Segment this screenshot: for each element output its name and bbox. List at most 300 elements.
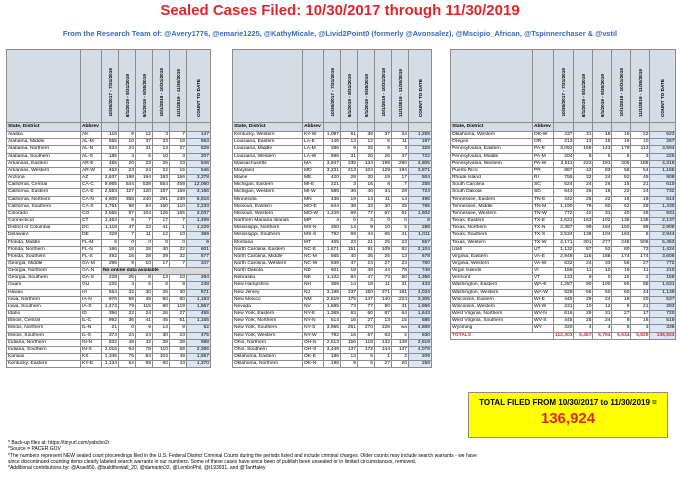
district-abbrev: IL-N [81,325,102,332]
period-count: 11 [574,268,593,275]
district-abbrev: LA-W [303,153,324,160]
period-count: 27 [170,311,187,318]
district-name: New York, Western [233,332,303,339]
period-count: 11 [375,282,392,289]
count-to-date: 610 [650,182,676,189]
period-count: 52 [593,246,612,253]
period-count: 0 [119,325,136,332]
period-count: 33 [153,139,170,146]
count-to-date: 930 [409,332,432,339]
table-row [451,318,676,325]
district-abbrev: LA-M [303,146,324,153]
table-row [7,275,211,282]
period-count: 49 [170,354,187,361]
district-name: Maine [233,175,303,182]
period-count: 27 [375,361,392,368]
period-count: 58 [612,167,631,174]
period-count: 75 [119,354,136,361]
count-to-date: 1,424 [650,246,676,253]
col-header-blank [187,123,211,132]
period-count: 23 [341,239,358,246]
period-count: 9 [119,260,136,267]
period-count: 24 [358,260,375,267]
period-count: 555 [102,139,119,146]
period-count: 16 [358,182,375,189]
period-count: 8 [574,153,593,160]
district-abbrev: MS-S [303,232,324,239]
period-count: 24 [593,175,612,182]
count-to-date: 248 [187,282,211,289]
count-to-date: 209 [409,354,432,361]
table-row [451,246,676,253]
period-count: 3 [153,132,170,139]
period-count: 1,134 [102,361,119,368]
period-count: 1,102 [324,275,341,282]
period-count: 616 [554,311,574,318]
table-row [233,332,432,339]
period-count: 73 [375,275,392,282]
count-to-date: 284 [187,275,211,282]
district-abbrev: DE [81,232,102,239]
district-name: California, Central [7,182,81,189]
col-header-blank [409,123,432,132]
table-row [451,167,676,174]
period-count: 159 [554,268,574,275]
count-to-date: 577 [187,253,211,260]
district-name: Virginia, Western [451,260,533,267]
district-abbrev: GA-S [81,275,102,282]
period-count: 90 [574,282,593,289]
totals-period: 6,467 [574,332,593,339]
period-count: 25 [375,239,392,246]
district-abbrev: FL-N [81,246,102,253]
count-to-date: 6 [187,239,211,246]
total-filed-value: 136,924 [540,410,596,427]
district-name: Washington, Western [451,289,533,296]
period-count: 29 [574,296,593,303]
period-count: 174 [612,253,631,260]
table-row [7,289,211,296]
period-count: 10 [136,260,153,267]
period-count: 3,449 [324,346,341,353]
district-abbrev: CA-C [81,182,102,189]
table-row [451,232,676,239]
period-count: 0 [119,239,136,246]
col-header-blank [451,50,533,123]
period-count: 143 [593,146,612,153]
period-count: 2,534 [554,232,574,239]
district-abbrev: OK-E [303,354,324,361]
district-abbrev: OK-N [303,361,324,368]
col-header-period-label: 9/1/2019 - 9/30/2019 [599,73,605,117]
period-count: 2,016 [102,346,119,353]
col-header-blank [533,50,554,123]
period-count: 4 [574,325,593,332]
period-count: 155 [170,210,187,217]
table-row [233,282,432,289]
period-count: 17 [153,260,170,267]
district-name: New Jersey [233,289,303,296]
period-count: 25 [392,203,409,210]
count-to-date: 724 [409,189,432,196]
period-count: 271 [375,289,392,296]
table-row [451,139,676,146]
period-count: 32 [119,289,136,296]
district-name: Louisiana, Middle [233,146,303,153]
col-header-blank [81,50,102,123]
period-count: 22 [631,132,650,139]
period-count: 69 [341,210,358,217]
period-count: 149 [392,339,409,346]
district-name: Kentucky, Western [233,132,303,139]
district-abbrev: AR-W [81,167,102,174]
count-to-date: 5,453 [650,239,676,246]
table-row [233,167,432,174]
district-abbrev: ID [81,311,102,318]
district-abbrev: NM [303,296,324,303]
period-count: 644 [554,189,574,196]
period-count: 28 [341,175,358,182]
district-name: South Dakota [451,189,533,196]
table-row [451,268,676,275]
count-to-date: 760 [409,260,432,267]
district-name: Louisiana, Eastern [233,139,303,146]
period-count: 7 [392,182,409,189]
col-header-period [324,50,341,123]
period-count: 110 [170,203,187,210]
period-count: 41 [392,303,409,310]
district-name: Mississippi, Northern [233,225,303,232]
district-name: Wyoming [451,325,533,332]
count-to-date: 546 [187,167,211,174]
period-count: 598 [324,153,341,160]
period-count: 465 [324,239,341,246]
col-header-period [119,50,136,123]
period-count: 420 [324,175,341,182]
period-count: 25 [574,318,593,325]
district-abbrev: WI-E [533,296,554,303]
period-count: 4 [593,325,612,332]
district-name: Arizona [7,175,81,182]
period-count: 3,511 [554,160,574,167]
district-name: Wisconsin, Eastern [451,296,533,303]
period-count: 228 [102,275,119,282]
period-count: 27 [631,260,650,267]
col-header-blank [358,123,375,132]
district-name: Kansas [7,354,81,361]
table-row [7,146,211,153]
period-count: 976 [102,296,119,303]
period-count: 16 [612,196,631,203]
col-header-blank [631,123,650,132]
period-count: 34 [375,189,392,196]
table-row [451,218,676,225]
period-count: 1,132 [554,246,574,253]
period-count: 237 [341,289,358,296]
col-header-blank [341,123,358,132]
period-count: 782 [324,332,341,339]
count-to-date: 988 [187,339,211,346]
district-abbrev: NY-E [303,311,324,318]
district-abbrev: ME [303,175,324,182]
period-count: 199 [375,160,392,167]
period-count: 43 [170,361,187,368]
period-count: 5 [612,325,631,332]
table-row [7,332,211,339]
period-count: 104 [153,354,170,361]
count-to-date: 504 [409,175,432,182]
period-count: 60 [612,289,631,296]
period-count: 5 [631,232,650,239]
district-abbrev: AR-E [81,160,102,167]
period-count: 5 [375,139,392,146]
col-header-period-label: 11/1/2019 - 11/30/2019 [637,68,643,117]
period-count: 35 [358,253,375,260]
totals-row [451,332,676,339]
col-header-blank [593,123,612,132]
period-count: 534 [102,146,119,153]
count-to-date: 475 [187,332,211,339]
district-abbrev: CA-S [81,203,102,210]
period-count: 19 [631,196,650,203]
table-row [233,318,432,325]
district-abbrev: KY-E [81,361,102,368]
table-row [233,139,432,146]
col-header-blank [554,123,574,132]
period-count: 13 [341,354,358,361]
district-abbrev: KS [81,354,102,361]
period-count: 772 [554,210,574,217]
period-count: 89 [631,282,650,289]
district-name: Missouri, Western [233,210,303,217]
period-count: 22 [593,196,612,203]
col-header-district: State, District [233,123,303,132]
col-header-period [593,50,612,123]
col-header-blank [233,50,303,123]
footnote: *Additional contributions by: @Araeli50, @buildthewall_20, @damartin32, @LemboPhil, @t193931, and @TanHaley [8,465,266,472]
period-count: 24 [119,146,136,153]
col-header-count-label: COUNT TO DATE [660,78,666,117]
district-name: California, Eastern [7,189,81,196]
col-header-period [102,50,119,123]
period-count: 56 [574,289,593,296]
totals-period: 112,303 [555,332,573,338]
period-count: 98 [119,203,136,210]
period-count: 40 [358,189,375,196]
period-count: 23 [170,332,187,339]
period-count: 174 [631,253,650,260]
district-name: Iowa, Southern [7,303,81,310]
period-count: 8 [136,275,153,282]
table-row [233,132,432,139]
count-to-date: 328 [409,146,432,153]
district-abbrev: GA-N [81,268,102,275]
district-name: New York, Northern [233,318,303,325]
period-count: 14 [392,196,409,203]
period-count: 46 [631,210,650,217]
district-abbrev: AL-N [81,146,102,153]
district-abbrev: HI [81,289,102,296]
count-to-date: 3,305 [409,296,432,303]
count-to-date: 5,816 [187,196,211,203]
period-count: 137 [341,346,358,353]
period-count: 73 [631,246,650,253]
period-count: 31 [392,282,409,289]
table-row [7,210,211,217]
col-header-period-label: 10/30/2017 - 7/31/2019 [561,68,567,117]
period-count: 5 [612,153,631,160]
period-count: 222 [574,160,593,167]
district-name: Alabama, Northern [7,146,81,153]
period-count: 146 [324,139,341,146]
col-header-period-label: 9/1/2019 - 9/30/2019 [141,73,147,117]
col-header-period-label: 8/1/2019 - 8/31/2019 [580,73,586,117]
period-count: 179 [612,146,631,153]
period-count: 10 [153,153,170,160]
count-to-date: 514 [650,196,676,203]
period-count: 15 [612,132,631,139]
district-name: Texas, Eastern [451,218,533,225]
count-to-date: 210 [650,268,676,275]
count-to-date: 3,606 [650,253,676,260]
period-count: 186 [631,160,650,167]
col-header-period [375,50,392,123]
period-count: 21 [102,325,119,332]
table-row [7,361,211,368]
period-count: 80 [593,203,612,210]
period-count: 79 [119,303,136,310]
count-to-date: 1,430 [650,203,676,210]
period-count: 138 [574,232,593,239]
period-count: 24 [136,311,153,318]
period-count: 11 [631,268,650,275]
count-to-date: 187 [409,139,432,146]
district-abbrev: ND [303,268,324,275]
table-row [233,325,432,332]
table-row [233,210,432,217]
period-count: 48 [119,339,136,346]
district-name: Tennessee, Eastern [451,196,533,203]
period-count: 1,623 [554,218,574,225]
district-abbrev: WV-S [533,318,554,325]
district-abbrev: NY-N [303,318,324,325]
district-abbrev: UT [533,246,554,253]
period-count: 213 [554,139,574,146]
period-count: 47 [119,225,136,232]
district-name: Virginia, Eastern [451,253,533,260]
district-abbrev: MO-W [303,210,324,217]
district-name: Indiana, Northern [7,339,81,346]
count-to-date: 1,631 [650,282,676,289]
district-abbrev: NY-S [303,325,324,332]
period-count: 118 [358,339,375,346]
period-count: 221 [324,182,341,189]
period-count: 52 [612,203,631,210]
count-to-date: 2,233 [187,203,211,210]
count-to-date: 4,316 [650,160,676,167]
district-name: Oregon [451,139,533,146]
period-count: 25 [358,146,375,153]
period-count: 7 [136,218,153,225]
period-count: 67 [375,210,392,217]
district-name: North Carolina, Western [233,260,303,267]
period-count: 188 [593,253,612,260]
period-count: 27 [170,146,187,153]
period-count: 50 [392,275,409,282]
period-count: 20 [631,296,650,303]
count-to-date: 267 [650,139,676,146]
table-row [451,153,676,160]
period-count: 462 [102,167,119,174]
col-header-blank [136,123,153,132]
period-count: 1 [375,354,392,361]
district-abbrev: MO-E [303,203,324,210]
count-to-date: 2,918 [409,339,432,346]
district-abbrev: PA-W [533,160,554,167]
period-count: 30 [375,203,392,210]
district-abbrev: MP [303,218,324,225]
period-count: 5 [119,218,136,225]
district-abbrev: OR [533,139,554,146]
count-to-date: 3,037 [187,210,211,217]
period-count: 240 [136,196,153,203]
table-row [451,146,676,153]
district-abbrev: MS-N [303,225,324,232]
page-title: Sealed Cases Filed: 10/30/2017 through 11/30/2019 [160,2,520,19]
district-abbrev: AL-M [81,139,102,146]
period-count: 181 [392,289,409,296]
period-count: 5 [136,282,153,289]
period-count: 80 [612,246,631,253]
period-count: 0 [341,218,358,225]
count-to-date: 1,502 [409,210,432,217]
table-row [451,225,676,232]
count-to-date: 3,166 [187,189,211,196]
period-count: 89 [631,225,650,232]
period-count: 65 [375,232,392,239]
table-row [7,189,211,196]
count-to-date: 3,694 [650,146,676,153]
period-count: 19 [341,196,358,203]
count-to-date: 557 [409,239,432,246]
period-count: 24 [593,296,612,303]
table-row [451,175,676,182]
district-name: Hawaii [7,289,81,296]
count-to-date: 288 [409,225,432,232]
period-count: 84 [341,275,358,282]
period-count: 506 [631,239,650,246]
period-count: 887 [554,167,574,174]
count-to-date: 1,867 [187,303,211,310]
period-count: 102 [593,218,612,225]
period-count: 12 [136,132,153,139]
district-name: District of Columbia [7,225,81,232]
period-count: 514 [324,318,341,325]
district-name: Rhode Island [451,175,533,182]
period-count: 5 [358,354,375,361]
period-count: 2,619 [324,296,341,303]
period-count: 13 [574,139,593,146]
table-row [7,354,211,361]
col-header-period-label: 10/1/2019 - 10/31/2019 [618,68,624,117]
period-count: 755 [554,175,574,182]
district-name: New Hampshire [233,282,303,289]
district-name: Northern Mariana Islands [233,218,303,225]
period-count: 25 [375,253,392,260]
period-count: 15 [392,318,409,325]
district-abbrev: OH-S [303,346,324,353]
district-abbrev: OH-N [303,339,324,346]
